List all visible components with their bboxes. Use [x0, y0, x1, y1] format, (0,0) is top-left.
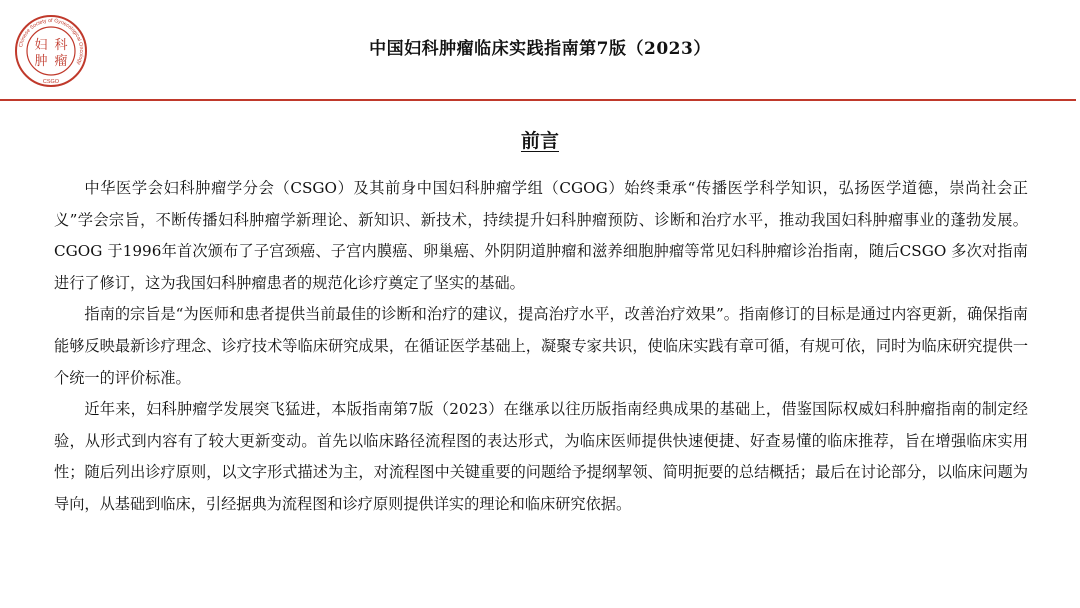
header-divider	[0, 99, 1076, 101]
logo-ring-text: Chinese Society of Gynecological Oncology	[18, 17, 85, 66]
document-title: 中国妇科肿瘤临床实践指南第7版（2023）	[369, 39, 711, 59]
logo-char-2: 科	[54, 38, 68, 53]
paragraph-1: 中华医学会妇科肿瘤学分会（CSGO）及其前身中国妇科肿瘤学组（CGOG）始终秉承“传播医学科学知识，弘扬医学道德，崇尚社会正义”学会宗旨，不断传播妇科肿瘤学新理论、新知识、新技术，持续提升妇科肿瘤预防、诊断和治疗水平，推动我国妇科肿瘤事业的蓬勃发展。CGOG 于1996年首次颁布了子宫颈癌、子宫内膜癌、卵巢癌、外阴阴道肿瘤和滋养细胞肿瘤等常见妇科肿瘤诊治指南，随后CSGO 多次对指南进行了修订，这为我国妇科肿瘤患者的规范化诊疗奠定了坚实的基础。	[54, 179, 1028, 292]
paragraph-3: 近年来，妇科肿瘤学发展突飞猛进，本版指南第7版（2023）在继承以往历版指南经典成果的基础上，借鉴国际权威妇科肿瘤指南的制定经验，从形式到内容有了较大更新变动。首先以临床路径流程图的表达形式，为临床医师提供快速便捷、好查易懂的临床推荐，旨在增强临床实用性；随后列出诊疗原则，以文字形式描述为主，对流程图中关键重要的问题给予提纲挈领、简明扼要的总结概括；最后在讨论部分，以临床问题为导向，从基础到临床，引经据典为流程图和诊疗原则提供详实的理论和临床研究依据。	[54, 400, 1028, 513]
preface-body	[54, 173, 1028, 521]
logo-char-1: 妇	[34, 38, 48, 53]
section-title: 前言	[520, 130, 559, 152]
logo-abbr: CSGO	[42, 79, 60, 85]
logo-char-3: 肿	[34, 54, 48, 69]
paragraph-2: 指南的宗旨是“为医师和患者提供当前最佳的诊断和治疗的建议，提高治疗水平，改善治疗效果”。指南修订的目标是通过内容更新，确保指南能够反映最新诊疗理念、诊疗技术等临床研究成果，在循证医学基础上，凝聚专家共识，使临床实践有章可循，有规可依，同时为临床研究提供一个统一的评价标准。	[54, 305, 1028, 387]
logo-char-4: 瘤	[54, 54, 68, 69]
